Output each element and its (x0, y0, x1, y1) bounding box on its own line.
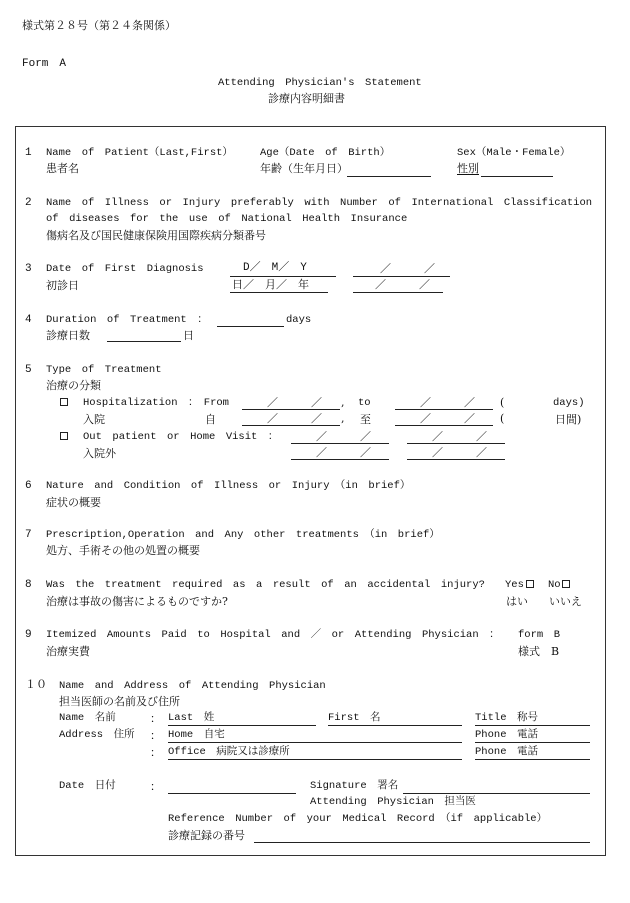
s10-title: Title 称号 (475, 712, 539, 724)
s5-from-jp: 自 (205, 413, 216, 426)
s3-date-field-1[interactable] (353, 276, 450, 277)
s5-out-slashes-1: ／ ／ (316, 430, 371, 443)
s8-no-checkbox[interactable] (562, 580, 570, 588)
form-number: 様式第２８号（第２４条関係） (22, 19, 176, 32)
s10-jp: 担当医師の名前及び住所 (59, 695, 180, 708)
s5-to-field-2[interactable] (395, 425, 493, 426)
s10-en: Name and Address of Attending Physician (59, 680, 326, 692)
s5-paren-2: ( (500, 412, 505, 425)
s8-yes-checkbox[interactable] (526, 580, 534, 588)
s4-jp-unit: 日 (183, 329, 194, 342)
s1-age-field[interactable] (347, 176, 431, 177)
s5-hosp-en: Hospitalization ： From (83, 397, 229, 409)
s5-to-slashes-2: ／ ／ (420, 412, 475, 425)
s5-out-field-4[interactable] (407, 459, 505, 460)
s2-line1: Name of Illness or Injury preferably with Number of International Classification (46, 197, 593, 209)
s1-age-en: Age（Date of Birth） (260, 147, 391, 159)
s5-hospitalization-checkbox[interactable] (60, 398, 68, 406)
s1-number: 1 (25, 147, 32, 159)
s5-days-jp: 日間) (555, 413, 582, 426)
s10-first-field[interactable] (328, 725, 462, 726)
s3-en: Date of First Diagnosis (46, 263, 204, 275)
s5-out-field-3[interactable] (407, 443, 505, 444)
s5-paren-1: ( (500, 396, 505, 409)
s10-office-phone-field[interactable] (475, 759, 590, 760)
s10-date-label: Date 日付 (59, 780, 116, 792)
s2-jp: 傷病名及び国民健康保険用国際疾病分類番号 (46, 229, 266, 242)
s5-to-en: to (358, 397, 371, 409)
s4-days: days (286, 314, 312, 326)
s8-jp: 治療は事故の傷害によるものですか? (46, 595, 228, 608)
title-en: Attending Physician's Statement (218, 77, 422, 89)
s10-home-field[interactable] (168, 742, 462, 743)
s9-form-jp: 様式 B (518, 645, 560, 658)
s5-days-en: days) (553, 397, 585, 409)
s3-dmy-jp-line (230, 292, 328, 293)
s2-number: 2 (25, 197, 32, 209)
s10-colon-3: ： (150, 746, 161, 759)
s3-slashes-2: ／ ／ (375, 278, 430, 291)
s10-signature-field[interactable] (403, 793, 590, 794)
s10-home-phone-field[interactable] (475, 742, 590, 743)
s10-title-field[interactable] (475, 725, 590, 726)
s6-number: 6 (25, 480, 32, 492)
s10-colon-4: ： (150, 780, 161, 793)
s5-out-jp: 入院外 (83, 447, 116, 460)
s5-comma-1: , (341, 396, 345, 409)
form-label: Form A (22, 58, 67, 70)
s1-age-jp: 年齢（生年月日） (260, 162, 348, 175)
s10-first: First 名 (328, 712, 381, 724)
s5-out-slashes-4: ／ ／ (432, 446, 487, 459)
s6-jp: 症状の概要 (46, 496, 101, 509)
s4-days-jp-field[interactable] (107, 341, 181, 342)
s4-en: Duration of Treatment ： (46, 314, 208, 326)
s8-en: Was the treatment required as a result of an accidental injury? (46, 579, 485, 591)
s3-dmy-en: D／ M／ Y (243, 262, 307, 274)
s5-out-field-2[interactable] (291, 459, 389, 460)
s10-last: Last 姓 (168, 712, 215, 724)
s1-sex-en: Sex（Male・Female） (457, 147, 571, 159)
s1-name-en: Name of Patient（Last,First） (46, 147, 233, 159)
s6-en: Nature and Condition of Illness or Injury （in brief） (46, 480, 411, 492)
s10-attending: Attending Physician 担当医 (310, 796, 476, 808)
s5-from-field-1[interactable] (242, 409, 340, 410)
s5-hosp-jp: 入院 (83, 413, 105, 426)
s3-dmy-en-line (230, 276, 336, 277)
s10-signature: Signature 署名 (310, 780, 399, 792)
s7-jp: 処方、手術その他の処置の概要 (46, 544, 200, 557)
s5-to-slashes-1: ／ ／ (420, 396, 475, 409)
s4-jp: 診療日数 (46, 329, 90, 342)
title-jp: 診療内容明細書 (268, 92, 345, 105)
s10-reference: Reference Number of your Medical Record （if applicable） (168, 813, 548, 825)
s4-number: 4 (25, 314, 32, 326)
s5-out-field-1[interactable] (291, 443, 389, 444)
s10-colon-2: ： (150, 729, 161, 742)
s3-jp: 初診日 (46, 279, 79, 292)
s8-no-jp: いいえ (549, 595, 582, 608)
s5-from-slashes-1: ／ ／ (267, 396, 322, 409)
s9-number: 9 (25, 629, 32, 641)
s5-to-field-1[interactable] (395, 409, 493, 410)
s10-home-phone: Phone 電話 (475, 729, 539, 741)
s10-office: Office 病院又は診療所 (168, 746, 290, 758)
s7-en: Prescription,Operation and Any other treatments （in brief） (46, 529, 440, 541)
s5-to-jp: 至 (360, 413, 371, 426)
s5-from-slashes-2: ／ ／ (267, 412, 322, 425)
s9-en: Itemized Amounts Paid to Hospital and ／ or Attending Physician ： (46, 629, 500, 641)
s10-colon-1: ： (150, 712, 161, 725)
s10-number: １０ (25, 680, 47, 692)
s8-number: 8 (25, 579, 32, 591)
s1-sex-jp: 性別 (457, 162, 479, 175)
s5-out-slashes-2: ／ ／ (316, 446, 371, 459)
s3-number: 3 (25, 263, 32, 275)
s10-reference-jp: 診療記録の番号 (168, 829, 245, 842)
s5-en: Type of Treatment (46, 364, 162, 376)
s9-form-en: form B (518, 629, 561, 641)
s3-slashes-1: ／ ／ (380, 262, 435, 275)
s10-home: Home 自宅 (168, 729, 225, 741)
s5-number: 5 (25, 364, 32, 376)
s5-out-en: Out patient or Home Visit ： (83, 431, 279, 443)
s2-line2: of diseases for the use of National Health Insurance (46, 213, 408, 225)
s5-out-slashes-3: ／ ／ (432, 430, 487, 443)
s3-dmy-jp: 日／ 月／ 年 (232, 278, 309, 291)
s5-outpatient-checkbox[interactable] (60, 432, 68, 440)
s10-date-field[interactable] (168, 793, 296, 794)
s5-from-field-2[interactable] (242, 425, 340, 426)
s8-yes-jp: はい (506, 595, 528, 608)
s8-yes: Yes (505, 579, 524, 591)
s9-jp: 治療実費 (46, 645, 90, 658)
s10-name-label: Name 名前 (59, 712, 116, 724)
s10-address-label: Address 住所 (59, 729, 135, 741)
s3-date-field-2[interactable] (353, 292, 443, 293)
s10-office-phone: Phone 電話 (475, 746, 539, 758)
s1-name-jp: 患者名 (46, 162, 79, 175)
s10-last-field[interactable] (168, 725, 316, 726)
s5-comma-2: , (341, 412, 345, 425)
s10-reference-field[interactable] (254, 842, 590, 843)
s7-number: 7 (25, 529, 32, 541)
s8-no: No (548, 579, 561, 591)
s1-sex-field[interactable] (481, 176, 553, 177)
s10-office-field[interactable] (168, 759, 462, 760)
s4-days-field[interactable] (217, 326, 284, 327)
s5-jp: 治療の分類 (46, 379, 101, 392)
